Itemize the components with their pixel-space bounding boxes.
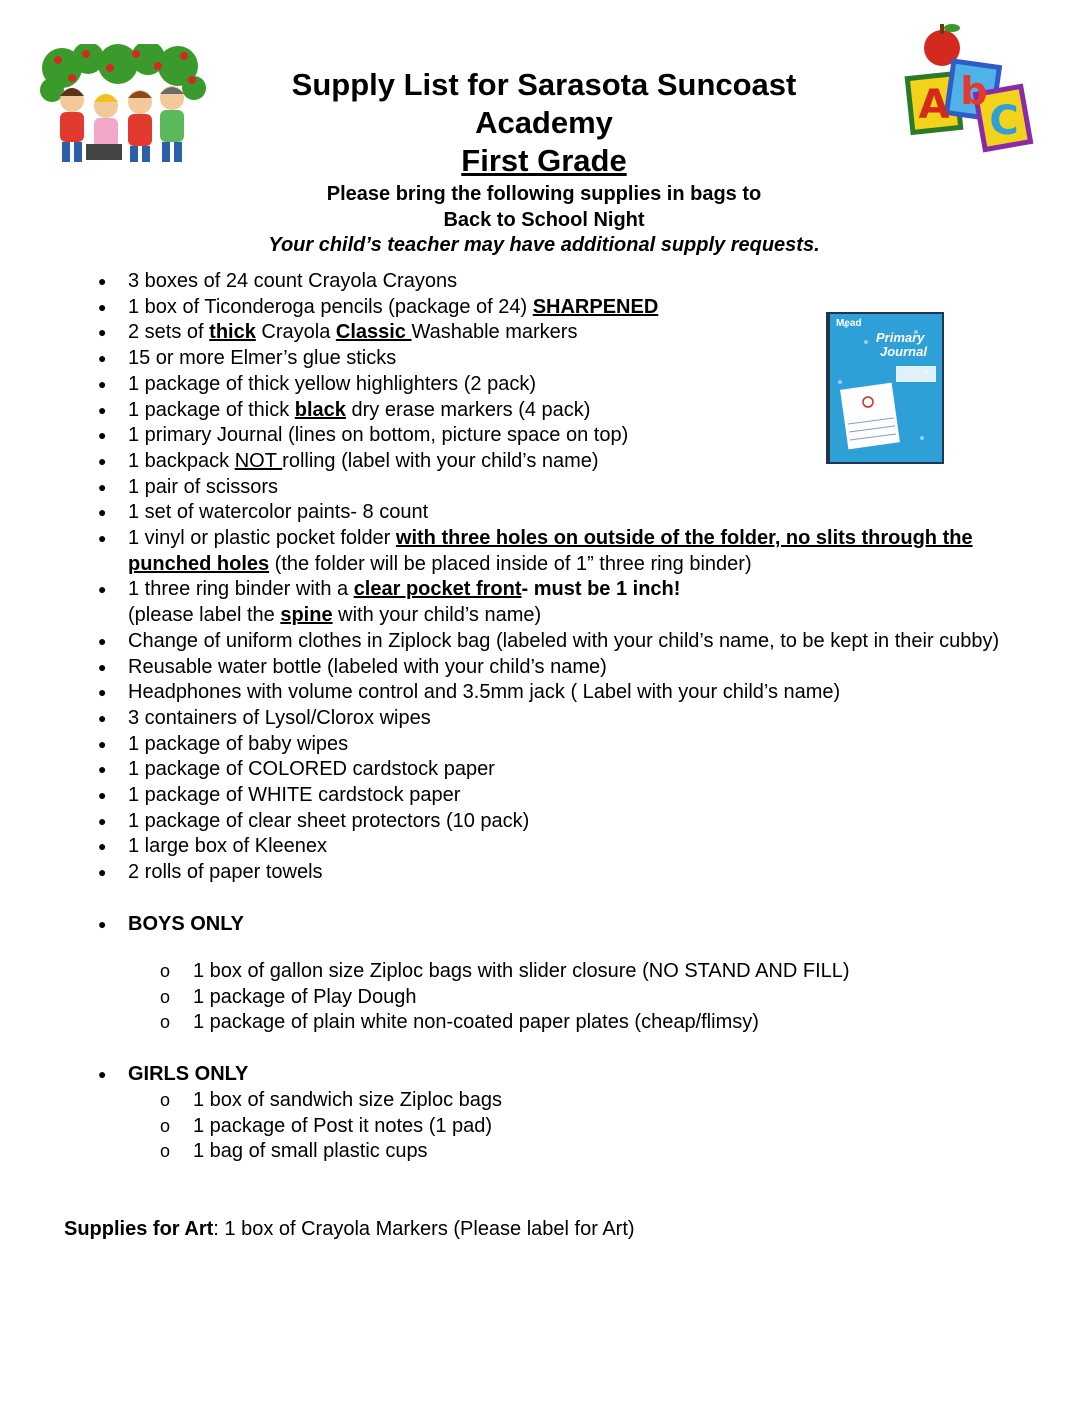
list-item: ● 3 boxes of 24 count Crayola Crayons [0, 269, 1088, 295]
list-item: ● 1 set of watercolor paints- 8 count [0, 500, 1088, 526]
supply-list [0, 269, 1088, 937]
art-supplies-label: Supplies for Art [64, 1218, 214, 1240]
list-item: ● 2 sets of thick Crayola Classic Washable markers [0, 320, 1088, 346]
bullet: ● [98, 735, 107, 752]
list-item: ● Reusable water bottle (labeled with your child’s name) [0, 655, 1088, 681]
sub-bullet: o [160, 986, 171, 1007]
bullet: ● [98, 632, 107, 649]
boys-only-list [0, 959, 1088, 1036]
list-item: ● Change of uniform clothes in Ziplock bag (labeled with your child’s name, to be kept in their cubby) [0, 629, 1088, 655]
girls-only-heading-list [0, 1062, 1088, 1088]
list-item: ● 1 box of Ticonderoga pencils (package of 24) SHARPENED [0, 295, 1088, 321]
journal-brand: Mead [836, 318, 862, 329]
bullet: ● [98, 761, 107, 778]
bullet: ● [98, 709, 107, 726]
list-item: ● 1 package of baby wipes [0, 732, 1088, 758]
sub-bullet: o [160, 1115, 171, 1136]
bullet: ● [98, 298, 107, 315]
instruction-line-1: Please bring the following supplies in bags to [326, 183, 762, 205]
page-title-line-1: Supply List for Sarasota Suncoast [291, 67, 797, 102]
list-item: o 1 package of plain white non-coated paper plates (cheap/flimsy) [0, 1010, 1088, 1036]
list-item: ● 1 backpack NOT rolling (label with your child’s name) [0, 449, 1088, 475]
list-item: ● Headphones with volume control and 3.5mm jack ( Label with your child’s name) [0, 680, 1088, 706]
list-item: ● 1 package of COLORED cardstock paper [0, 757, 1088, 783]
list-item: ● 1 vinyl or plastic pocket folder with three holes on outside of the folder, no slits through the punched holes (the folder will be placed inside of 1” three ring binder) [98, 527, 973, 575]
bullet: ● [98, 915, 107, 932]
bullet: ● [98, 401, 107, 418]
list-item: o 1 box of sandwich size Ziploc bags [0, 1088, 1088, 1114]
bullet: ● [98, 530, 107, 547]
bullet: ● [98, 478, 107, 495]
bullet: ● [98, 581, 107, 598]
list-item: ● 1 package of thick yellow highlighters (2 pack) [0, 372, 1088, 398]
list-item: ● 1 package of WHITE cardstock paper [0, 783, 1088, 809]
girls-only-list [0, 1088, 1088, 1165]
list-item: o 1 box of gallon size Ziploc bags with slider closure (NO STAND AND FILL) [0, 959, 1088, 985]
bullet: ● [98, 324, 107, 341]
list-item: o 1 bag of small plastic cups [0, 1139, 1088, 1165]
list-item: ● 1 package of clear sheet protectors (10 pack) [0, 809, 1088, 835]
list-item: ● 2 rolls of paper towels [0, 860, 1088, 886]
bullet: ● [98, 273, 107, 289]
bullet: ● [98, 427, 107, 444]
list-item: ● 1 primary Journal (lines on bottom, picture space on top) [0, 423, 1088, 449]
list-item: ● 15 or more Elmer’s glue sticks [0, 346, 1088, 372]
bullet: ● [98, 684, 107, 701]
instruction-line-2: Back to School Night [443, 209, 645, 231]
sub-bullet: o [160, 1141, 171, 1162]
journal-title-2: Journal [880, 344, 927, 359]
sub-bullet: o [160, 1012, 171, 1033]
list-item: ● 1 three ring binder with a clear pocket front- must be 1 inch! (please label the spine with your child’s name) [98, 578, 681, 627]
journal-title-1: Primary [876, 330, 925, 345]
list-item: ● 1 package of thick black dry erase markers (4 pack) [0, 398, 1088, 424]
list-item: ● 1 pair of scissors [0, 475, 1088, 501]
art-supplies-text: : 1 box of Crayola Markers (Please label for Art) [213, 1218, 635, 1240]
block-letter-b: b [960, 69, 988, 113]
girls-only-heading: ● GIRLS ONLY [0, 1062, 1088, 1088]
list-item: o 1 package of Post it notes (1 pad) [0, 1114, 1088, 1140]
bullet: ● [98, 812, 107, 829]
bullet: ● [98, 350, 107, 367]
list-item: o 1 package of Play Dough [0, 985, 1088, 1011]
list-item: ● 1 large box of Kleenex [0, 834, 1088, 860]
bullet: ● [98, 838, 107, 855]
bullet: ● [98, 1066, 107, 1082]
bullet: ● [98, 658, 107, 675]
boys-only-heading: ● BOYS ONLY [0, 912, 1088, 938]
spacer [0, 886, 1088, 912]
block-letter-a: A [918, 82, 950, 128]
list-item: ● 3 containers of Lysol/Clorox wipes [0, 706, 1088, 732]
bullet: ● [98, 452, 107, 469]
bullet: ● [98, 375, 107, 392]
block-letter-c: C [989, 98, 1019, 144]
bullet: ● [98, 864, 107, 881]
teacher-note: Your child’s teacher may have additional supply requests. [268, 234, 820, 256]
page-title-line-2: Academy [475, 105, 613, 140]
art-supplies-line [64, 1216, 635, 1242]
bullet: ● [98, 787, 107, 804]
sub-bullet: o [160, 1090, 171, 1110]
sub-bullet: o [160, 961, 171, 981]
bullet: ● [98, 504, 107, 521]
grade-heading: First Grade [461, 143, 627, 178]
